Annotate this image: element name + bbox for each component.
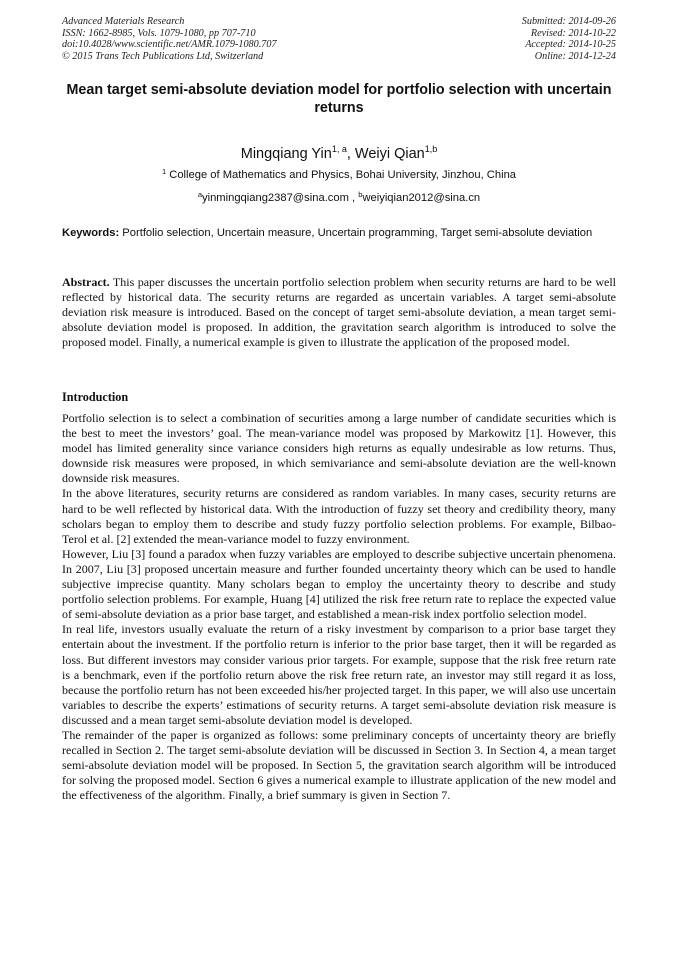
accepted-date: Accepted: 2014-10-25	[525, 39, 616, 51]
abstract-text: This paper discusses the uncertain portfolio selection problem when security returns are hard to be well reflected by historical data. The security returns are regarded as uncertain variables. A target semi-absolute deviation risk measure is introduced. Based on the concept of target semi-absolute deviation, a mean target semi-absolute deviation model is proposed. In addition, the gravitation search algorithm is introduced to solve the proposed model. Finally, a numerical example is given to illustrate the application of the proposed model.	[62, 275, 616, 350]
journal-name: Advanced Materials Research	[62, 16, 185, 27]
introduction-body	[62, 411, 616, 803]
email-separator: ,	[348, 192, 359, 204]
doi-line: doi:10.4028/www.scientific.net/AMR.1079-1080.707	[62, 39, 277, 51]
author-name: Weiyi Qian	[354, 146, 425, 162]
author-separator: ,	[346, 146, 355, 162]
author-line	[62, 145, 616, 163]
affiliation-marker: 1	[161, 167, 167, 176]
author-name: Mingqiang Yin	[240, 146, 332, 162]
email-marker-b: b	[358, 190, 363, 199]
paragraph: The remainder of the paper is organized as follows: some preliminary concepts of uncertainty theory are briefly recalled in Section 2. The target semi-absolute deviation will be discussed in Section 3. In Section 4, a mean target semi-absolute deviation model will be proposed. In Section 5, the gravitation search algorithm will be introduced for solving the proposed model. Section 6 gives a numerical example to illustrate application of the new model and the effectiveness of the algorithm. Finally, a brief summary is given in Section 7.	[62, 727, 616, 803]
abstract	[62, 275, 616, 350]
revised-date: Revised: 2014-10-22	[530, 27, 616, 39]
submitted-date: Submitted: 2014-09-26	[521, 16, 616, 27]
paper-title: Mean target semi-absolute deviation model for portfolio selection with uncertain returns	[66, 82, 612, 116]
keywords-label: Keywords:	[62, 227, 120, 239]
author-emails	[62, 191, 616, 205]
issn-line: ISSN: 1662-8985, Vols. 1079-1080, pp 707-710	[62, 27, 256, 39]
paragraph: Portfolio selection is to select a combination of securities among a large number of candidate securities which is the best to meet the investors’ goal. The mean-variance model was proposed by Markowitz [1]. However, this model has limited generality since variance considers high returns as equally undesirable as low returns. Thus, downside risk measures were proposed, in which semivariance and semi-absolute deviation are the well-known downside risk measures.	[62, 411, 616, 486]
paragraph: However, Liu [3] found a paradox when fuzzy variables are employed to describe subjective uncertain phenomena. In 2007, Liu [3] proposed uncertain measure and further founded uncertainty theory which can be used to handle subjective imprecise quantity. Many scholars began to employ the uncertainty theory to describe and study portfolio selection problems. For example, Huang [4] utilized the risk free return rate to replace the expected value of semi-absolute deviation as a prior base target, and established a mean-risk index portfolio selection model.	[62, 546, 616, 622]
affiliation	[62, 168, 616, 182]
email-a: yinmingqiang2387@sina.com	[202, 192, 349, 204]
publication-info	[62, 16, 277, 62]
keywords-text: Portfolio selection, Uncertain measure, Uncertain programming, Target semi-absolute deviation	[119, 227, 593, 239]
paragraph: In the above literatures, security returns are considered as random variables. In many cases, security returns are hard to be well reflected by historical data. With the introduction of fuzzy set theory and credibility theory, many scholars began to employ them to describe and study fuzzy portfolio selection problems. For example, Bilbao-Terol et al. [2] extended the mean-variance model to fuzzy environment.	[62, 486, 616, 546]
paragraph: In real life, investors usually evaluate the return of a risky investment by comparison to a prior base target they entertain about the investment. If the portfolio return is inferior to the prior base target, then it will be regarded as loss. But different investors may consider various prior targets. For example, suppose that the risk free return rate is a benchmark, even if the portfolio return above the risk free return rate, an investor may still regard it as loss, because the portfolio return has not been exceeded his/her projected target. In this paper, we will also use uncertain variables to describe the experts’ estimations of security returns. A target semi-absolute deviation risk measure is discussed and a mean target semi-absolute deviation model is developed.	[62, 622, 616, 727]
online-date: Online: 2014-12-24	[534, 50, 616, 62]
email-b: weiyiqian2012@sina.cn	[362, 192, 481, 204]
author-affiliation-marker: 1, a	[331, 144, 347, 154]
publication-dates	[522, 16, 616, 62]
introduction-heading: Introduction	[62, 390, 129, 404]
author-affiliation-marker: 1,b	[424, 144, 438, 154]
affiliation-text: College of Mathematics and Physics, Bohai University, Jinzhou, China	[166, 169, 517, 181]
abstract-label: Abstract.	[62, 275, 110, 289]
keywords	[62, 226, 616, 241]
email-marker-a: a	[197, 190, 202, 199]
copyright-line: © 2015 Trans Tech Publications Ltd, Switzerland	[62, 50, 264, 62]
